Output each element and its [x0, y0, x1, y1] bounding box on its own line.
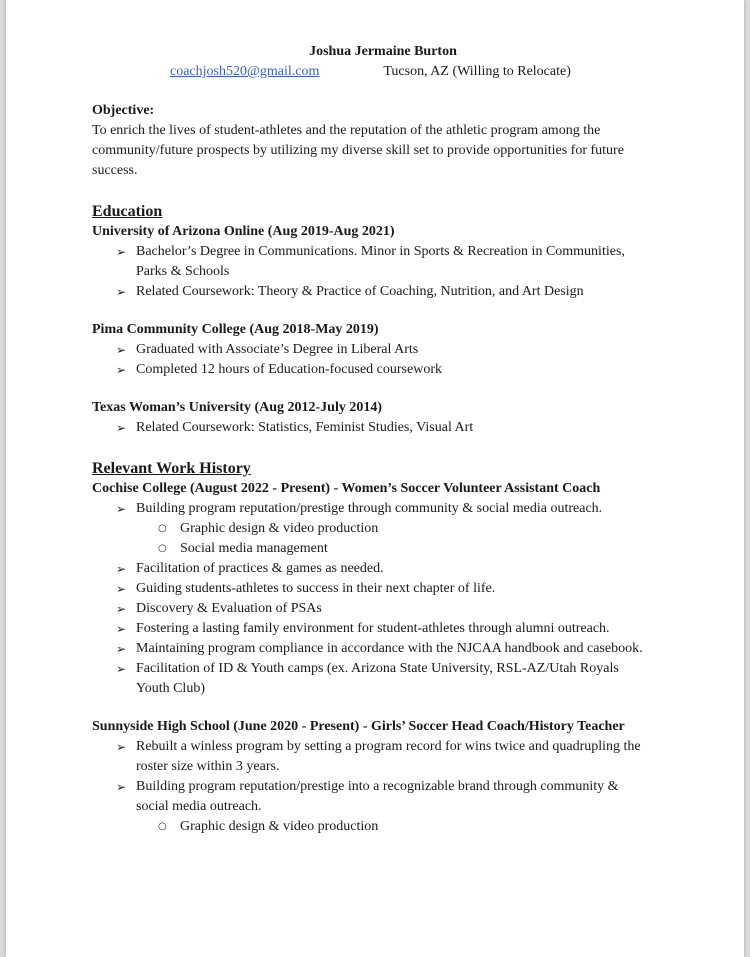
list-item: ➢ Related Coursework: Statistics, Feminist Studies, Visual Art: [116, 418, 652, 438]
list-item: ➢ Related Coursework: Theory & Practice of Coaching, Nutrition, and Art Design: [116, 282, 652, 302]
work-entry: [92, 717, 652, 837]
list-item: ➢ Completed 12 hours of Education-focused coursework: [116, 360, 652, 380]
sub-list-item: ○ Graphic design & video production: [158, 519, 652, 539]
sub-list-item: ○ Graphic design & video production: [158, 817, 652, 837]
bullet-list: [92, 418, 652, 438]
sub-bullet-list: [136, 519, 652, 559]
objective-heading: Objective:: [92, 103, 155, 118]
education-entry-title: Pima Community College (Aug 2018-May 2019): [92, 322, 379, 337]
work-entry-title: Sunnyside High School (June 2020 - Present) - Girls’ Soccer Head Coach/History Teacher: [92, 719, 625, 734]
list-item: [116, 777, 652, 837]
list-item: ➢ Facilitation of practices & games as needed.: [116, 559, 652, 579]
list-item: ➢ Bachelor’s Degree in Communications. Minor in Sports & Recreation in Communities, Parks & Schools: [116, 242, 652, 282]
email-link[interactable]: coachjosh520@gmail.com: [170, 64, 320, 79]
sub-bullet-list: [136, 817, 652, 837]
list-item: ➢ Maintaining program compliance in accordance with the NJCAA handbook and casebook.: [116, 639, 652, 659]
list-item: ➢ Rebuilt a winless program by setting a program record for wins twice and quadrupling the roster size within 3 years.: [116, 737, 652, 777]
list-item: ➢ Graduated with Associate’s Degree in Liberal Arts: [116, 340, 652, 360]
bullet-list: [92, 737, 652, 837]
education-entry-title: University of Arizona Online (Aug 2019-Aug 2021): [92, 224, 395, 239]
work-entry-title: Cochise College (August 2022 - Present) - Women’s Soccer Volunteer Assistant Coach: [92, 481, 601, 496]
list-item: ➢ Discovery & Evaluation of PSAs: [116, 599, 652, 619]
education-entry: [92, 320, 652, 380]
candidate-name: Joshua Jermaine Burton: [309, 44, 457, 59]
bullet-list: [92, 242, 652, 302]
list-item: ➢ Fostering a lasting family environment for student-athletes through alumni outreach.: [116, 619, 652, 639]
list-item: ➢ Facilitation of ID & Youth camps (ex. Arizona State University, RSL-AZ/Utah Royals Youth Club): [116, 659, 652, 699]
education-entry: [92, 398, 652, 438]
sub-list-item: ○ Social media management: [158, 539, 652, 559]
resume-content: [92, 42, 652, 837]
education-entry-title: Texas Woman’s University (Aug 2012-July 2014): [92, 400, 383, 415]
education-entry: [92, 222, 652, 302]
list-item-text: Building program reputation/prestige through community & social media outreach.: [136, 501, 603, 516]
objective-text: To enrich the lives of student-athletes and the reputation of the athletic program among the community/future prospects by utilizing my diverse skill set to provide opportunities for future success.: [92, 123, 624, 178]
list-item-text: Building program reputation/prestige into a recognizable brand through community & social media outreach.: [136, 779, 619, 814]
location: Tucson, AZ (Willing to Relocate): [383, 64, 571, 79]
bullet-list: [92, 340, 652, 380]
resume-page: [6, 0, 744, 957]
bullet-list: [92, 499, 652, 699]
contact-line: [92, 62, 652, 82]
education-heading: Education: [92, 203, 163, 220]
work-entry: [92, 479, 652, 699]
list-item: [116, 499, 652, 559]
work-history-heading: Relevant Work History: [92, 460, 251, 477]
list-item: ➢ Guiding students-athletes to success in their next chapter of life.: [116, 579, 652, 599]
